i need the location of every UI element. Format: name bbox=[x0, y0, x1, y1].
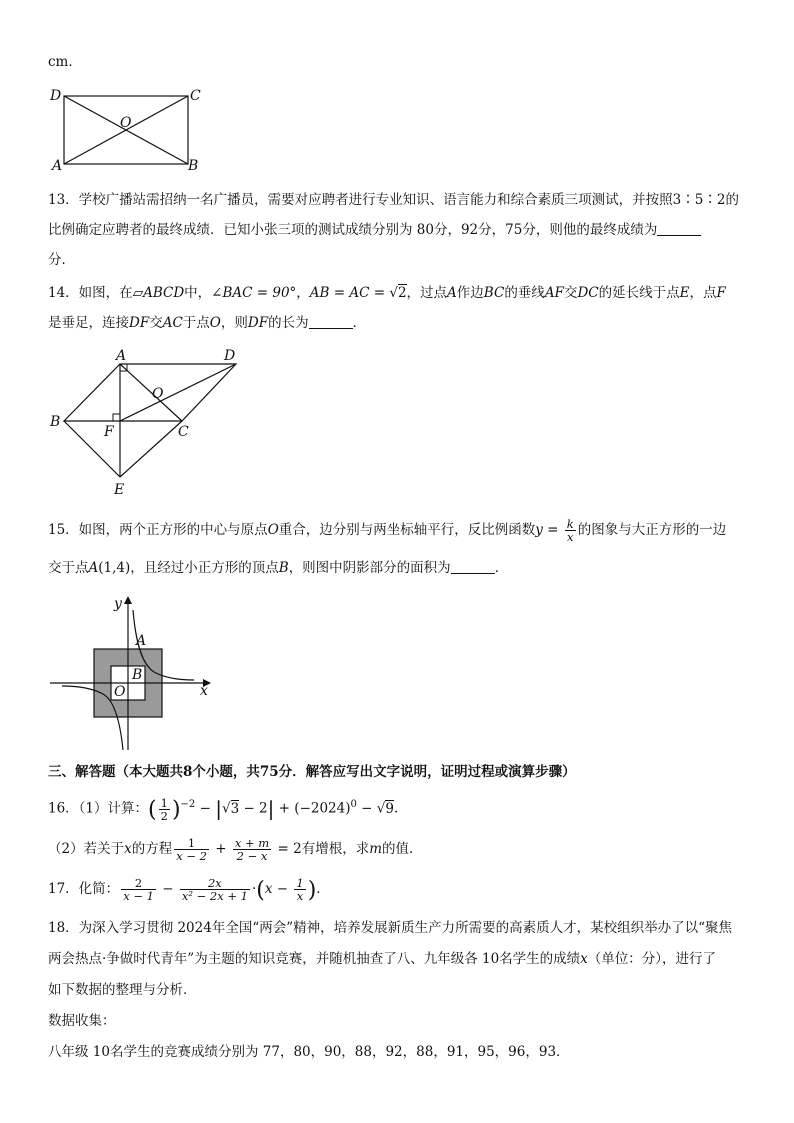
q17-frac3 bbox=[294, 877, 305, 902]
sqrt-symbol: √ bbox=[221, 800, 231, 817]
q13-line3: 分． bbox=[48, 252, 75, 268]
q15-text-1: 15．如图，两个正方形的中心与原点 bbox=[48, 522, 268, 538]
q16-frac1-num: 1 bbox=[174, 837, 209, 850]
q14-o: O bbox=[209, 315, 221, 331]
q15-line2 bbox=[48, 558, 508, 578]
label-o: O bbox=[120, 115, 132, 131]
q14-af: AF bbox=[544, 285, 564, 301]
q18-x: x bbox=[580, 951, 588, 967]
segment-df bbox=[120, 364, 236, 421]
q16-abs-right: | bbox=[267, 796, 275, 821]
squares-hyperbola-diagram bbox=[48, 592, 218, 754]
q14-e: E bbox=[679, 285, 690, 301]
q16-plus2: + bbox=[210, 841, 231, 857]
q18-line2 bbox=[48, 949, 716, 969]
q17-frac1-num: 2 bbox=[121, 877, 156, 890]
q16-text-4: 有增根，求 bbox=[301, 841, 370, 857]
q14-text-3: ， bbox=[296, 285, 310, 301]
q14-line1 bbox=[48, 283, 726, 303]
q17-frac1-den: x − 1 bbox=[123, 889, 154, 903]
q18-line1: 18．为深入学习贯彻 2024年全国“两会”精神，培养发展新质生产力所需要的高素质人才，某校组织举办了以“聚焦 bbox=[48, 920, 733, 936]
q17-frac3-den: x bbox=[296, 889, 304, 903]
q17-right-paren: ) bbox=[307, 878, 317, 903]
q16-minus3: − bbox=[356, 800, 377, 817]
sqrt-symbol: √ bbox=[389, 285, 398, 301]
q14-a: A bbox=[447, 285, 457, 301]
q16-sqrt3: 3 bbox=[230, 800, 240, 817]
q15-x: x bbox=[567, 530, 574, 544]
segment-ac bbox=[120, 364, 182, 421]
q16-one: 1 bbox=[160, 795, 168, 810]
q14-sqrt2: 2 bbox=[397, 285, 407, 301]
q17-dot: · bbox=[251, 881, 257, 897]
q14-text-14: 的长为 bbox=[268, 315, 309, 331]
q14-text-8: 的延长线于点 bbox=[598, 285, 680, 301]
q13-line2 bbox=[48, 220, 701, 240]
q15-text-5: ，且经过小正方形的顶点 bbox=[130, 560, 279, 576]
q17-inner: x − bbox=[264, 881, 293, 897]
q15-text-4: 交于点 bbox=[48, 560, 89, 576]
q16-frac1 bbox=[174, 837, 209, 862]
label-c: C bbox=[178, 424, 189, 440]
q18-line5: 八年级 10名学生的竞赛成绩分别为 77，80，90，88，92，88，91，95，96，93． bbox=[48, 1044, 570, 1060]
q15-coord: (1,4) bbox=[98, 560, 131, 576]
q14-df2: DF bbox=[247, 315, 269, 331]
q16-end: ． bbox=[393, 800, 408, 817]
q13-line2-text: 比例确定应聘者的最终成绩．已知小张三项的测试成绩分别为 80分，92分，75分，则他的最终成绩为 bbox=[48, 222, 658, 238]
q14-abac: AB = AC = bbox=[309, 285, 390, 301]
q16-fraction bbox=[159, 797, 170, 822]
q16-exp1: −2 bbox=[180, 799, 196, 810]
q14-text-9: ，点 bbox=[689, 285, 717, 301]
q16-frac2 bbox=[233, 837, 271, 862]
q14-text-11: 交 bbox=[149, 315, 163, 331]
q17-minus: − bbox=[157, 881, 178, 897]
q14-text-4: ，过点 bbox=[406, 285, 448, 301]
q15-o: O bbox=[267, 522, 279, 538]
q14-text-1: 14．如图，在 bbox=[48, 285, 133, 301]
q17-text-1: 17．化简： bbox=[48, 881, 120, 897]
q17-frac3-num: 1 bbox=[296, 876, 304, 890]
q14-end: ． bbox=[352, 315, 367, 331]
q16-text-1: 16．（1）计算： bbox=[48, 800, 149, 817]
q16-two: 2 bbox=[160, 808, 168, 823]
q17-frac2 bbox=[180, 877, 250, 902]
q15-point-b: B bbox=[278, 560, 289, 576]
q16-neg2024: (−2024) bbox=[294, 800, 351, 817]
q16-sqrt9: 9 bbox=[385, 800, 394, 817]
q13-line1: 13．学校广播站需招纳一名广播员，需要对应聘者进行专业知识、语言能力和综合素质三项测试，并按照3∶5∶2的 bbox=[48, 192, 739, 208]
q16-line1 bbox=[48, 790, 408, 823]
q14-dc: DC bbox=[577, 285, 599, 301]
parallelogram-diagram bbox=[46, 344, 246, 499]
label-a: A bbox=[52, 158, 63, 174]
q14-ac: AC bbox=[162, 315, 183, 331]
q16-x: x bbox=[124, 841, 132, 857]
q17-end: ． bbox=[316, 881, 330, 897]
label-b: B bbox=[132, 667, 143, 683]
label-c: C bbox=[190, 88, 201, 104]
section-3-heading: 三、解答题（本大题共8个小题，共75分．解答应写出文字说明，证明过程或演算步骤） bbox=[48, 764, 576, 780]
q14-df: DF bbox=[129, 315, 150, 331]
right-angle-f bbox=[113, 414, 120, 421]
q16-frac2-den: 2 − x bbox=[236, 849, 268, 863]
q14-line2 bbox=[48, 313, 366, 333]
q15-k: k bbox=[566, 517, 574, 531]
q14-text-7: 交 bbox=[563, 285, 578, 301]
q18-line4: 数据收集： bbox=[48, 1013, 116, 1029]
q17-line bbox=[48, 874, 330, 904]
rectangle-diagram bbox=[48, 82, 208, 174]
label-e: E bbox=[114, 482, 125, 498]
label-d: D bbox=[224, 348, 236, 364]
q16-eq2: = 2 bbox=[273, 841, 302, 857]
q15-fraction bbox=[565, 518, 576, 543]
unit-text: cm． bbox=[48, 54, 82, 70]
q16-m: m bbox=[369, 841, 383, 857]
q14-text-6: 的垂线 bbox=[504, 285, 545, 301]
q14-text-2: 中， bbox=[184, 285, 212, 301]
q15-answer-blank bbox=[451, 559, 495, 574]
label-b: B bbox=[50, 414, 61, 430]
q13-answer-blank bbox=[657, 221, 701, 236]
q16-frac2-num: x + m bbox=[234, 836, 270, 850]
q15-text-2: 重合，边分别与两坐标轴平行，反比例函数 bbox=[278, 522, 536, 538]
q14-angle: ∠BAC = 90° bbox=[211, 285, 297, 301]
q16-minus: − bbox=[195, 800, 216, 817]
q16-plus: + bbox=[274, 800, 295, 817]
label-o: O bbox=[152, 386, 164, 402]
q18-text-1: 两会热点·争做时代青年”为主题的知识竞赛，并随机抽查了八、九年级各 10名学生的成绩 bbox=[48, 951, 581, 967]
q16-text-5: 的值． bbox=[382, 841, 423, 857]
q17-left-paren: ( bbox=[256, 878, 265, 903]
q14-bc: BC bbox=[483, 285, 505, 301]
label-f: F bbox=[104, 424, 114, 440]
q16-text-3: 的方程 bbox=[131, 841, 173, 857]
label-y: y bbox=[114, 596, 122, 612]
q16-right-paren: ) bbox=[171, 797, 181, 823]
q15-line1 bbox=[48, 516, 726, 544]
label-x: x bbox=[200, 683, 208, 699]
q15-text-6: ，则图中阴影部分的面积为 bbox=[288, 560, 451, 576]
q15-text-3: 的图象与大正方形的一边 bbox=[577, 522, 727, 538]
q16-text-2: （2）若关于 bbox=[48, 841, 125, 857]
label-b: B bbox=[188, 158, 199, 174]
parallelogram-symbol: ▱ bbox=[132, 285, 144, 301]
q18-line3: 如下数据的整理与分析． bbox=[48, 982, 197, 998]
label-a: A bbox=[116, 348, 127, 364]
q15-y: y = bbox=[535, 522, 563, 538]
q17-frac2-den: x² − 2x + 1 bbox=[181, 889, 248, 903]
q16-exp0: 0 bbox=[350, 799, 357, 810]
q16-line2 bbox=[48, 834, 423, 864]
q17-frac1 bbox=[121, 877, 156, 902]
label-a: A bbox=[136, 633, 147, 649]
segment-ce bbox=[120, 421, 182, 477]
y-axis-arrow bbox=[124, 596, 132, 604]
q16-abs-left: | bbox=[215, 796, 222, 821]
label-o: O bbox=[114, 684, 126, 700]
q14-answer-blank bbox=[309, 314, 353, 329]
q14-abcd: ABCD bbox=[143, 285, 185, 301]
q14-text-5: 作边 bbox=[456, 285, 484, 301]
q17-frac2-num: 2x bbox=[180, 877, 250, 890]
q15-point-a: A bbox=[88, 560, 99, 576]
q16-left-paren: ( bbox=[148, 797, 157, 823]
q18-text-2: （单位：分），进行了 bbox=[587, 951, 717, 967]
parallelogram-abcd bbox=[64, 364, 236, 421]
sqrt-symbol: √ bbox=[376, 800, 386, 817]
q16-frac1-den: x − 2 bbox=[176, 849, 207, 863]
q14-text-10: 是垂足，连接 bbox=[48, 315, 129, 331]
q14-text-13: ，则 bbox=[220, 315, 248, 331]
q14-f: F bbox=[716, 285, 726, 301]
q16-minus2: − 2 bbox=[239, 800, 268, 817]
label-d: D bbox=[50, 88, 62, 104]
q15-end: ． bbox=[494, 560, 509, 576]
q14-text-12: 于点 bbox=[182, 315, 210, 331]
